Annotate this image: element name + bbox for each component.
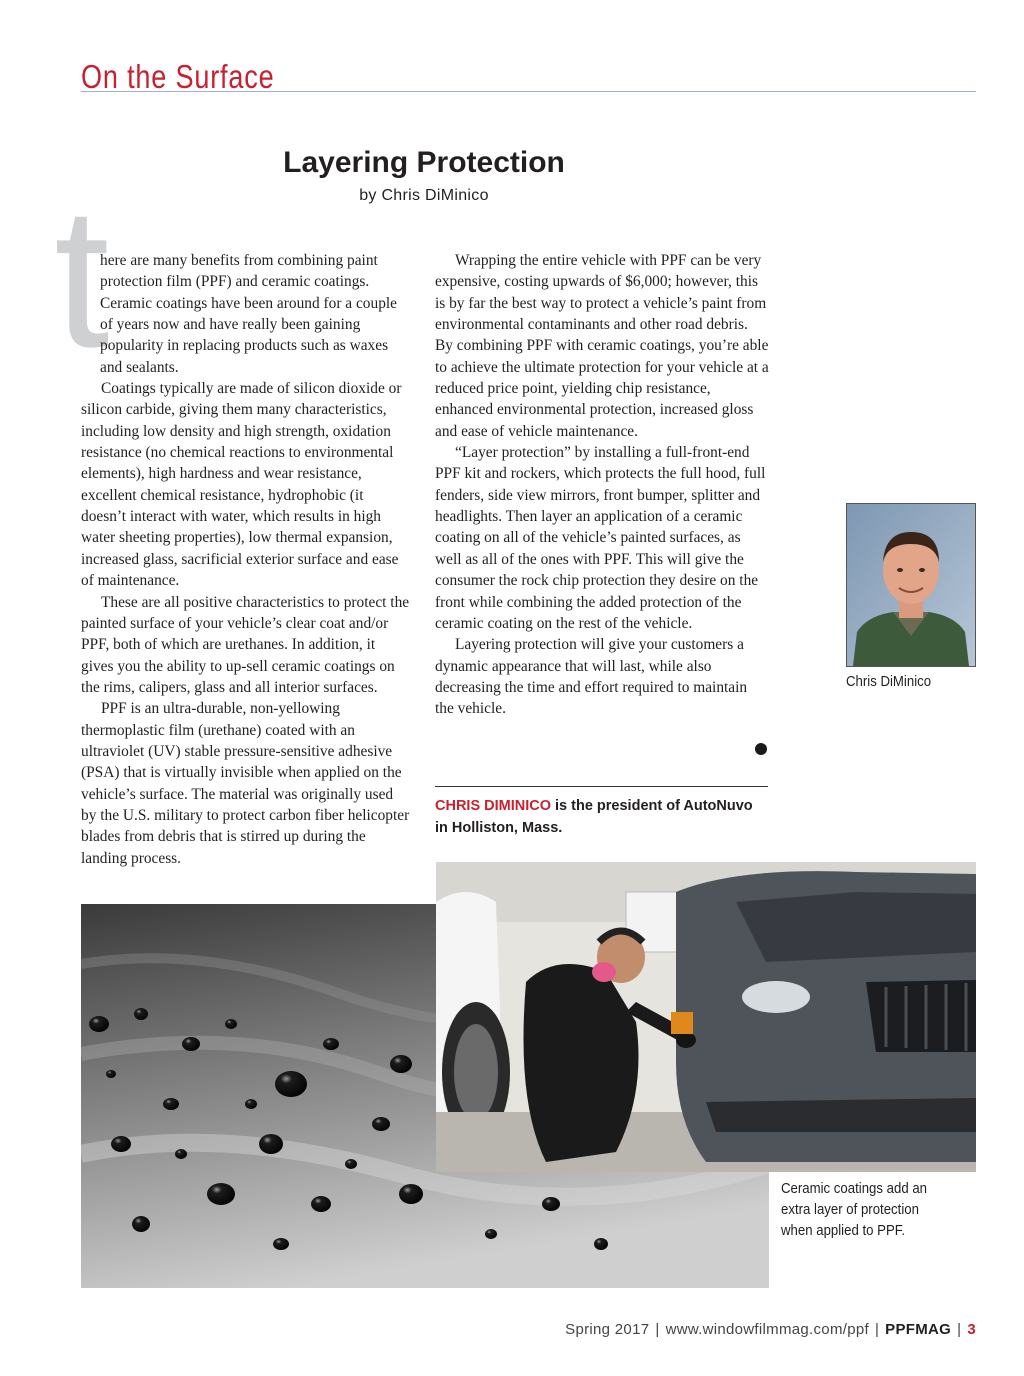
article-byline: by Chris DiMinico <box>359 187 489 204</box>
section-divider <box>81 91 976 92</box>
end-of-article-bullet <box>755 743 767 755</box>
article-title: Layering Protection <box>283 146 565 179</box>
author-headshot-photo <box>846 503 976 667</box>
author-bio-name: CHRIS DIMINICO <box>435 798 551 814</box>
paragraph: PPF is an ultra-durable, non-yellowing thermoplastic film (urethane) coated with an ultraviolet (UV) stable pressure-sensitive adhesive (PSA) that is virtually invisible when applied on the vehicle’s surface. The material was originally used by the U.S. military to protect carbon fiber helicopter blades from debris that is stirred up during the landing process. <box>81 700 410 867</box>
footer-magazine: PPFMAG <box>885 1321 952 1338</box>
author-bio-text: is the president of AutoNuvo in Holliston, Mass. <box>435 798 753 836</box>
paragraph: Layering protection will give your customers a dynamic appearance that will last, while also decreasing the time and effort required to maintain the vehicle. <box>435 636 748 718</box>
article-column-left <box>81 250 411 869</box>
paragraph: These are all positive characteristics to protect the painted surface of your vehicle’s clear coat and/or PPF, both of which are urethanes. In addition, it gives you the ability to up-sell ceramic coatings on the rims, calipers, glass and all interior surfaces. <box>81 593 410 696</box>
paragraph: Coatings typically are made of silicon dioxide or silicon carbide, giving them many characteristics, including low density and high strength, oxidation resistance (no chemical reactions to environmental elements), high hardness and wear resistance, excellent chemical resistance, hydrophobic (it doesn’t interact with water, which results in high water sheeting properties), low thermal expansion, increased glass, sacrificial exterior surface and ease of maintenance. <box>81 380 402 590</box>
drop-cap: t <box>54 166 110 389</box>
car-photo-caption: Ceramic coatings add an extra layer of protection when applied to PPF. <box>781 1180 928 1239</box>
page-footer: Spring 2017 | www.windowfilmmag.com/ppf | PPFMAG | 3 <box>565 1321 976 1338</box>
car-installer-photo <box>436 862 976 1172</box>
page-number: 3 <box>967 1321 976 1338</box>
footer-url[interactable]: www.windowfilmmag.com/ppf <box>665 1321 869 1338</box>
paragraph: here are many benefits from combining paint protection film (PPF) and ceramic coatings. Ceramic coatings have been around for a couple of years now and have really been gaining popularity in replacing products such as waxes and sealants. <box>100 252 397 376</box>
author-bio <box>435 795 768 839</box>
paragraph: “Layer protection” by installing a full-front-end PPF kit and rockers, which protects the full hood, full fenders, side view mirrors, front bumper, splitter and headlights. Then layer an application of a ceramic coating on all of the vehicle’s painted surfaces, as well as all of the ones with PPF. This will give the consumer the rock chip protection they desire on the front while combining the added protection of the ceramic coating on the rest of the vehicle. <box>435 444 766 632</box>
footer-issue: Spring 2017 <box>565 1321 650 1338</box>
bio-divider <box>435 786 768 787</box>
paragraph: Wrapping the entire vehicle with PPF can be very expensive, costing upwards of $6,000; however, this is by far the best way to protect a vehicle’s paint from environmental contaminants and other road debris. By combining PPF with ceramic coatings, you’re able to achieve the ultimate protection for your vehicle at a reduced price point, yielding chip resistance, enhanced environmental protection, increased gloss and ease of vehicle maintenance. <box>435 252 769 440</box>
headshot-caption: Chris DiMinico <box>846 673 932 690</box>
section-title: On the Surface <box>81 58 275 95</box>
article-column-right <box>435 250 769 720</box>
